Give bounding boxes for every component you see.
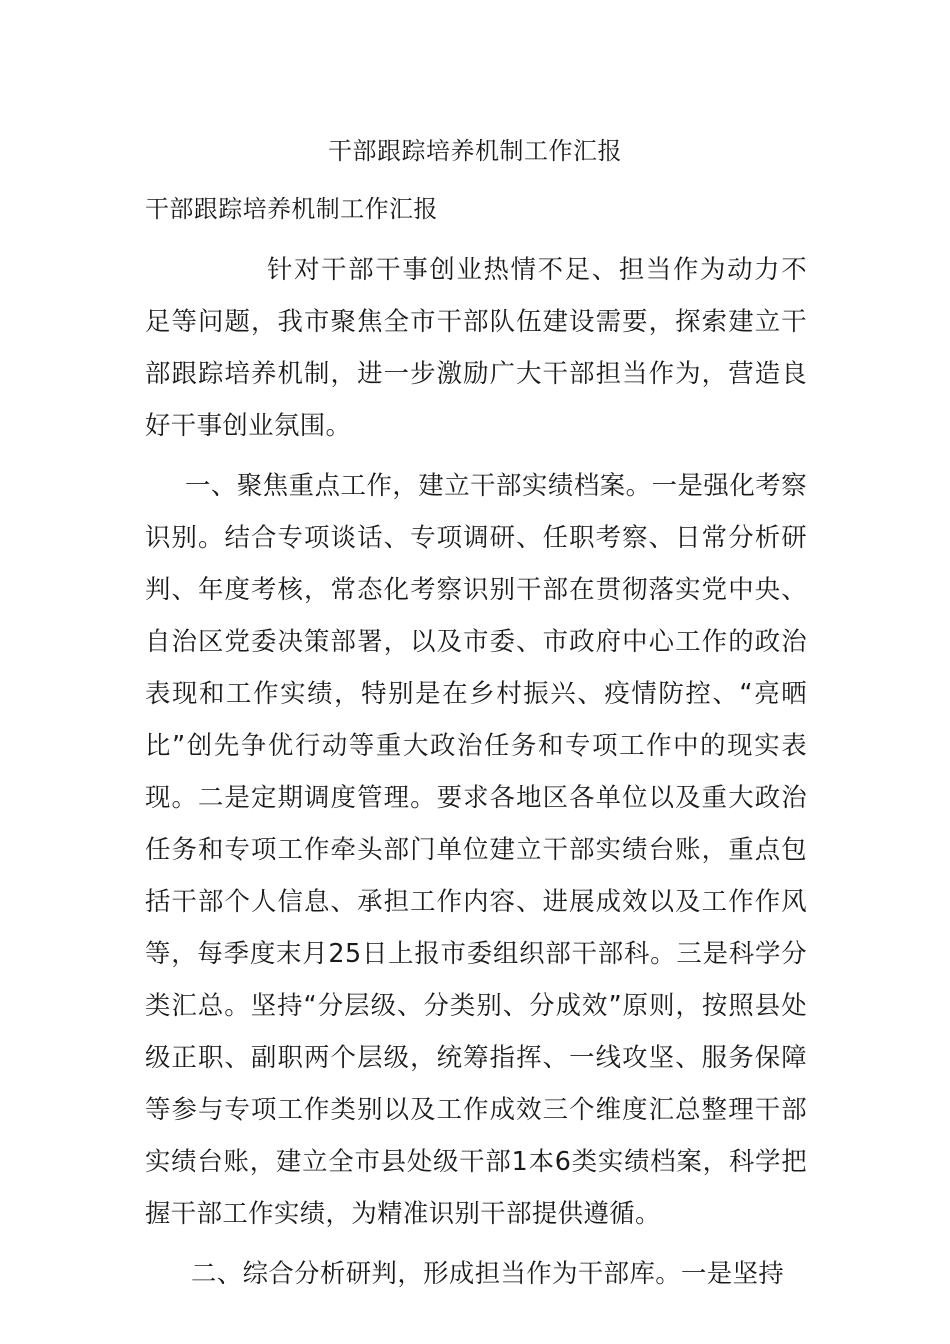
paragraph-section-2: 二、综合分析研判，形成担当作为干部库。一是坚持 <box>191 1258 785 1288</box>
paragraph-section-1: 一、聚焦重点工作，建立干部实绩档案。一是强化考察识别。结合专项谈话、专项调研、任职考察、日常分析研判、年度考核，常态化考察识别干部在贯彻落实党中央、自治区党委决策部署，以及市委、市政府中心工作的政治表现和工作实绩，特别是在乡村振兴、疫情防控、“亮晒比”创先争优行动等重大政治任务和专项工作中的现实表现。二是定期调度管理。要求各地区各单位以及重大政治任务和专项工作牵头部门单位建立干部实绩台账，重点包括干部个人信息、承担工作内容、进展成效以及工作作风等，每季度末月25日上报市委组织部干部科。三是科学分类汇总。坚持“分层级、分类别、分成效”原则，按照县处级正职、副职两个层级，统筹指挥、一线攻坚、服务保障等参与专项工作类别以及工作成效三个维度汇总整理干部实绩台账，建立全市县处级干部1本6类实绩档案，科学把握干部工作实绩，为精准识别干部提供遵循。 <box>145 470 807 1228</box>
paragraph-intro: 针对干部干事创业热情不足、担当作为动力不足等问题，我市聚焦全市干部队伍建设需要，探索建立干部跟踪培养机制，进一步激励广大干部担当作为，营造良好干事创业氛围。 <box>145 254 807 440</box>
document-subtitle: 干部跟踪培养机制工作汇报 <box>145 195 438 223</box>
document-title: 干部跟踪培养机制工作汇报 <box>328 137 622 165</box>
document-body <box>145 183 807 1299</box>
